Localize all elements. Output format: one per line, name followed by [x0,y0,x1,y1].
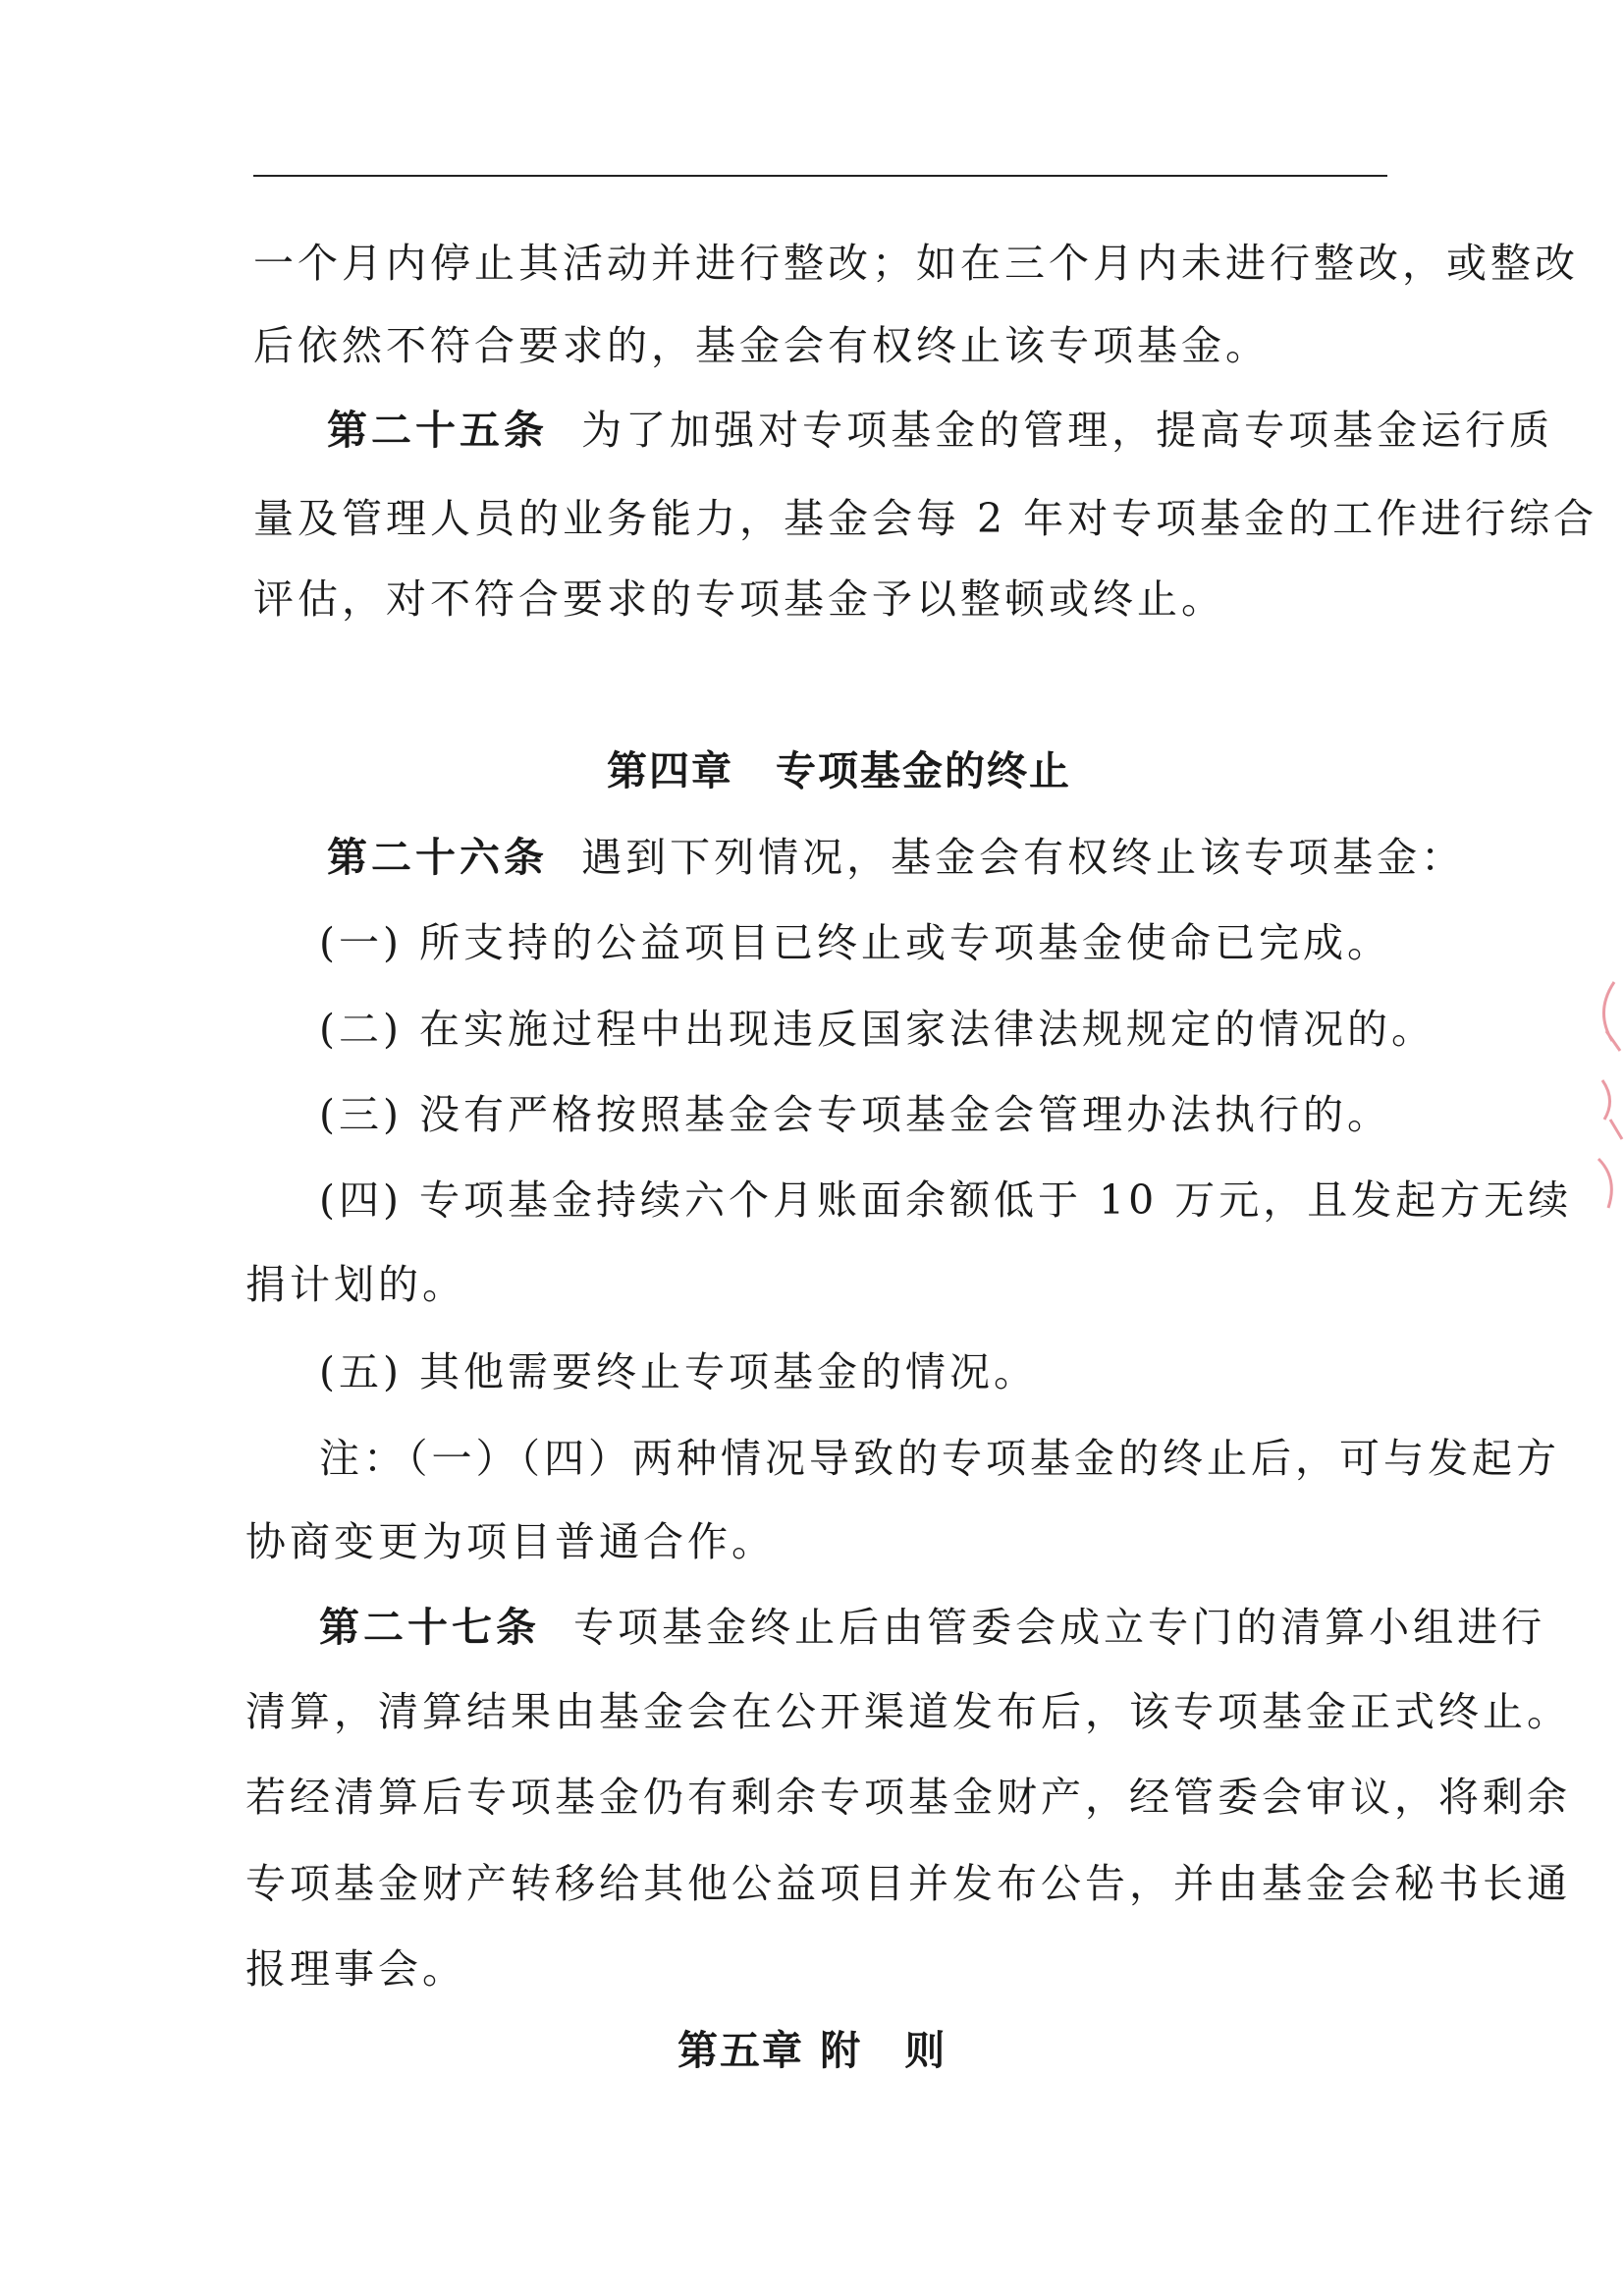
text-line: 一个月内停止其活动并进行整改；如在三个月内未进行整改，或整改 [253,240,1579,287]
note-line: 注：（一）（四）两种情况导致的专项基金的终止后，可与发起方 [319,1435,1560,1482]
chapter-heading: 第四章 专项基金的终止 [607,747,1071,794]
seal-stamp-fragment [1585,972,1624,1228]
article-26 [327,833,1465,882]
chapter-heading: 第五章 附 则 [677,2027,947,2074]
list-item: (四) 专项基金持续六个月账面余额低于 10 万元，且发起方无续 [319,1176,1573,1224]
header-rule [253,175,1387,177]
article-25 [327,406,1553,455]
article-label: 第二十六条 [327,834,548,881]
article-label: 第二十七条 [319,1604,540,1651]
article-text: 专项基金终止后由管委会成立专门的清算小组进行 [573,1604,1546,1651]
text-line: 量及管理人员的业务能力，基金会每 2 年对专项基金的工作进行综合 [253,495,1598,542]
list-item: (五) 其他需要终止专项基金的情况。 [319,1348,1039,1395]
text-line: 若经清算后专项基金仍有剩余专项基金财产，经管委会审议，将剩余 [245,1774,1571,1821]
text-line: 专项基金财产转移给其他公益项目并发布公告，并由基金会秘书长通 [245,1860,1571,1907]
text-line: 报理事会。 [245,1945,466,1993]
text-line: 捐计划的。 [245,1261,466,1308]
text-line: 后依然不符合要求的，基金会有权终止该专项基金。 [253,322,1270,369]
article-text: 为了加强对专项基金的管理，提高专项基金运行质 [581,407,1554,454]
list-item: (一) 所支持的公益项目已终止或专项基金使命已完成。 [319,919,1392,966]
article-27 [319,1603,1545,1652]
list-item: (三) 没有严格按照基金会专项基金会管理办法执行的。 [319,1091,1392,1138]
text-line: 评估，对不符合要求的专项基金予以整顿或终止。 [253,575,1225,623]
text-line: 协商变更为项目普通合作。 [245,1518,776,1565]
list-item: (二) 在实施过程中出现违反国家法律法规规定的情况的。 [319,1006,1436,1053]
article-label: 第二十五条 [327,407,548,454]
text-line: 清算，清算结果由基金会在公开渠道发布后，该专项基金正式终止。 [245,1688,1571,1735]
article-text: 遇到下列情况，基金会有权终止该专项基金： [581,834,1466,881]
